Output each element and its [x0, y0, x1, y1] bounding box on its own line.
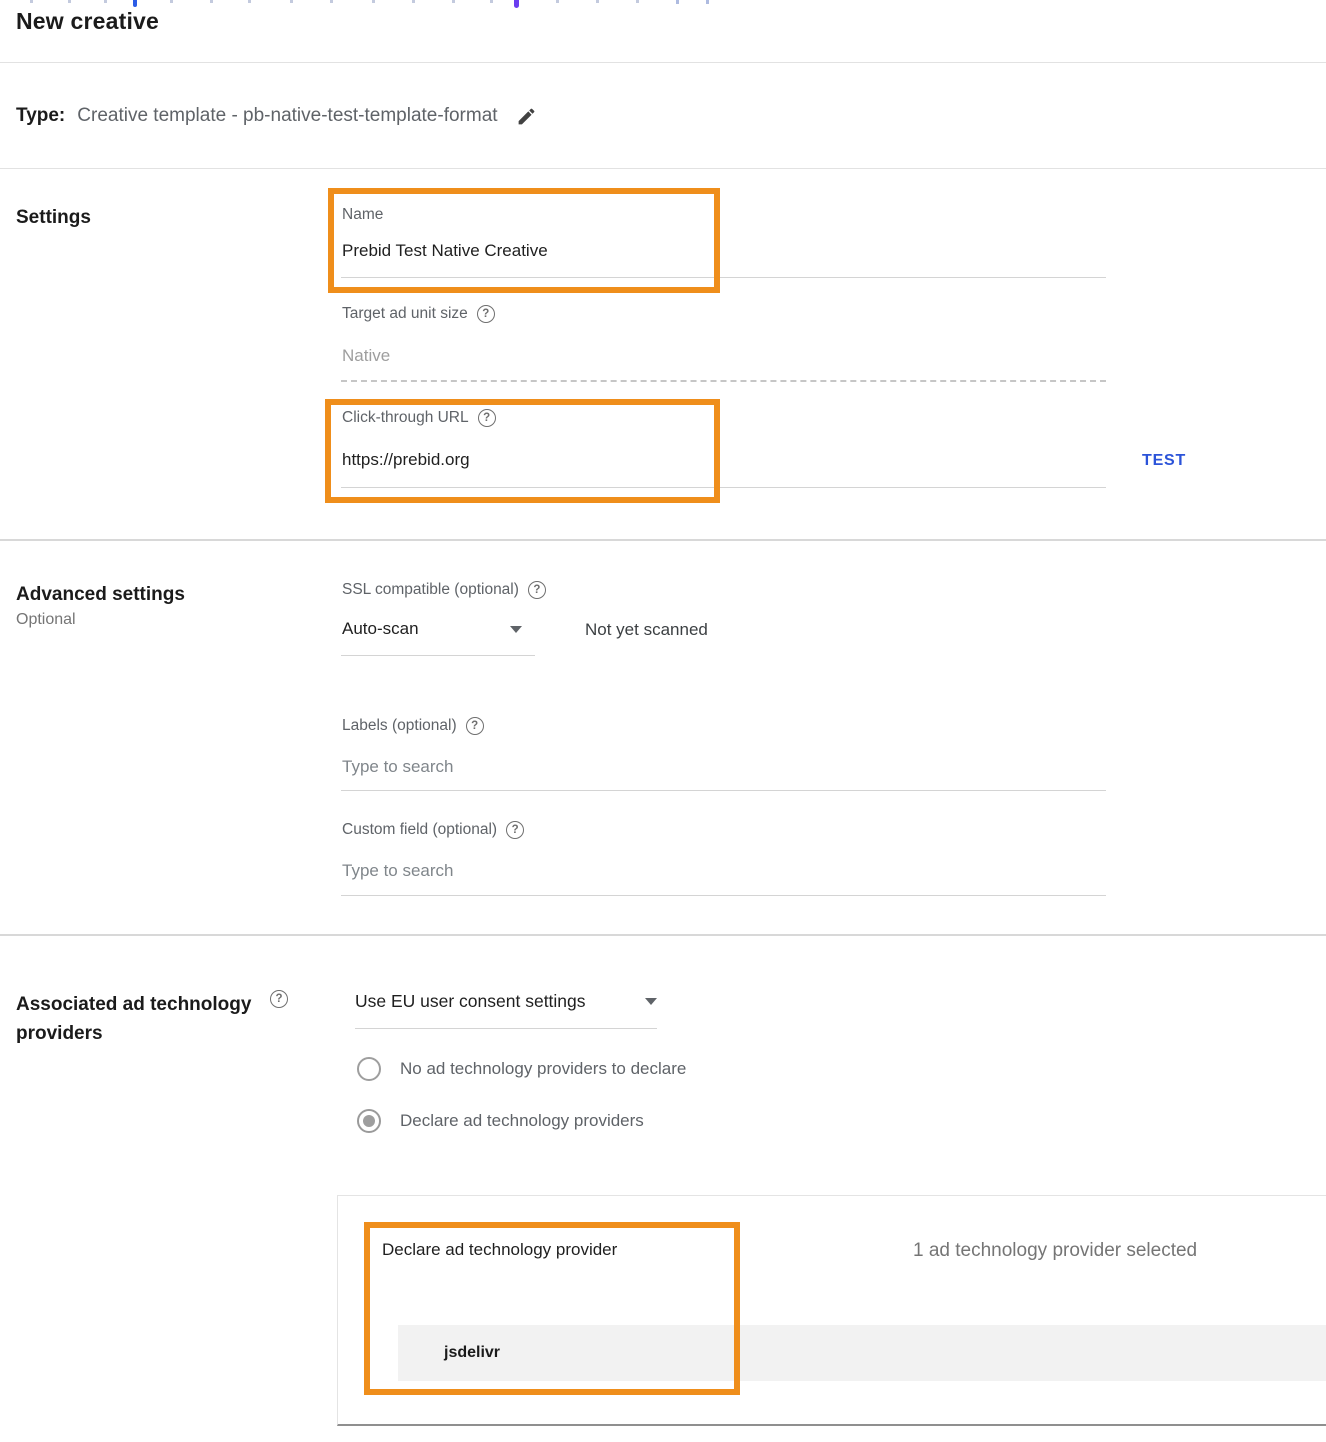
- target-size-value: Native: [342, 346, 391, 365]
- eu-consent-dropdown[interactable]: [355, 991, 657, 1012]
- providers-heading: Associated ad technology providers: [16, 994, 252, 1044]
- labels-label: Labels (optional): [342, 717, 457, 734]
- help-icon[interactable]: ?: [270, 990, 288, 1008]
- breadcrumb-link-fragment: [514, 0, 519, 8]
- edit-pencil-icon[interactable]: [516, 106, 537, 127]
- labels-label-row: [342, 717, 484, 735]
- labels-search-input[interactable]: Type to search: [342, 757, 454, 776]
- custom-field-label: Custom field (optional): [342, 821, 498, 838]
- help-icon[interactable]: ?: [506, 821, 524, 839]
- divider: [0, 62, 1326, 63]
- name-field-underline: [341, 277, 1106, 278]
- help-icon[interactable]: ?: [528, 581, 546, 599]
- ssl-scan-status: Not yet scanned: [585, 620, 708, 639]
- eu-consent-dropdown-value: Use EU user consent settings: [355, 991, 586, 1011]
- provider-card: [337, 1195, 1326, 1426]
- ssl-dropdown-underline: [341, 655, 535, 656]
- custom-field-search-input[interactable]: Type to search: [342, 861, 454, 880]
- provider-list-item[interactable]: [398, 1325, 1326, 1381]
- custom-field-label-row: [342, 821, 524, 839]
- ssl-dropdown-value: Auto-scan: [342, 619, 419, 638]
- ssl-label-row: [342, 581, 546, 599]
- labels-underline: [341, 790, 1106, 791]
- page-title: New creative: [16, 8, 160, 34]
- radio-declare-providers-label: Declare ad technology providers: [400, 1111, 644, 1130]
- eu-consent-underline: [355, 1028, 657, 1029]
- target-size-label-row: [342, 305, 495, 323]
- breadcrumb-clipped: [0, 0, 740, 8]
- help-icon[interactable]: ?: [466, 717, 484, 735]
- target-size-label: Target ad unit size: [342, 305, 468, 322]
- click-url-underline: [341, 487, 1106, 488]
- advanced-settings-heading: Advanced settings: [16, 584, 185, 605]
- test-link[interactable]: TEST: [1142, 452, 1187, 469]
- settings-heading: Settings: [16, 207, 91, 228]
- ssl-dropdown[interactable]: [342, 619, 522, 639]
- breadcrumb-link-fragment: [133, 0, 137, 7]
- name-field-input[interactable]: Prebid Test Native Creative: [342, 241, 548, 260]
- help-icon[interactable]: ?: [477, 305, 495, 323]
- type-value: Creative template - pb-native-test-template-format: [77, 105, 498, 126]
- click-url-label-row: [342, 409, 496, 427]
- creative-type-row: [16, 105, 537, 127]
- radio-no-providers-label: No ad technology providers to declare: [400, 1059, 687, 1078]
- radio-unselected-icon: [357, 1057, 381, 1081]
- provider-selected-summary: 1 ad technology provider selected: [913, 1240, 1198, 1261]
- divider: [0, 934, 1326, 936]
- divider: [0, 168, 1326, 169]
- radio-no-providers[interactable]: [357, 1057, 686, 1081]
- advanced-settings-subheading: Optional: [16, 611, 76, 628]
- chevron-down-icon: [510, 626, 522, 633]
- custom-field-underline: [341, 895, 1106, 896]
- ssl-label: SSL compatible (optional): [342, 581, 519, 598]
- target-size-underline: [341, 380, 1106, 382]
- type-label: Type:: [16, 105, 66, 126]
- click-url-input[interactable]: https://prebid.org: [342, 450, 470, 469]
- name-field-label: Name: [342, 206, 384, 223]
- radio-declare-providers[interactable]: [357, 1109, 644, 1133]
- divider: [0, 539, 1326, 541]
- help-icon[interactable]: ?: [478, 409, 496, 427]
- click-url-label: Click-through URL: [342, 409, 469, 426]
- provider-card-title: Declare ad technology provider: [382, 1240, 618, 1259]
- chevron-down-icon: [645, 998, 657, 1005]
- radio-selected-icon: [357, 1109, 381, 1133]
- provider-name: jsdelivr: [444, 1344, 501, 1361]
